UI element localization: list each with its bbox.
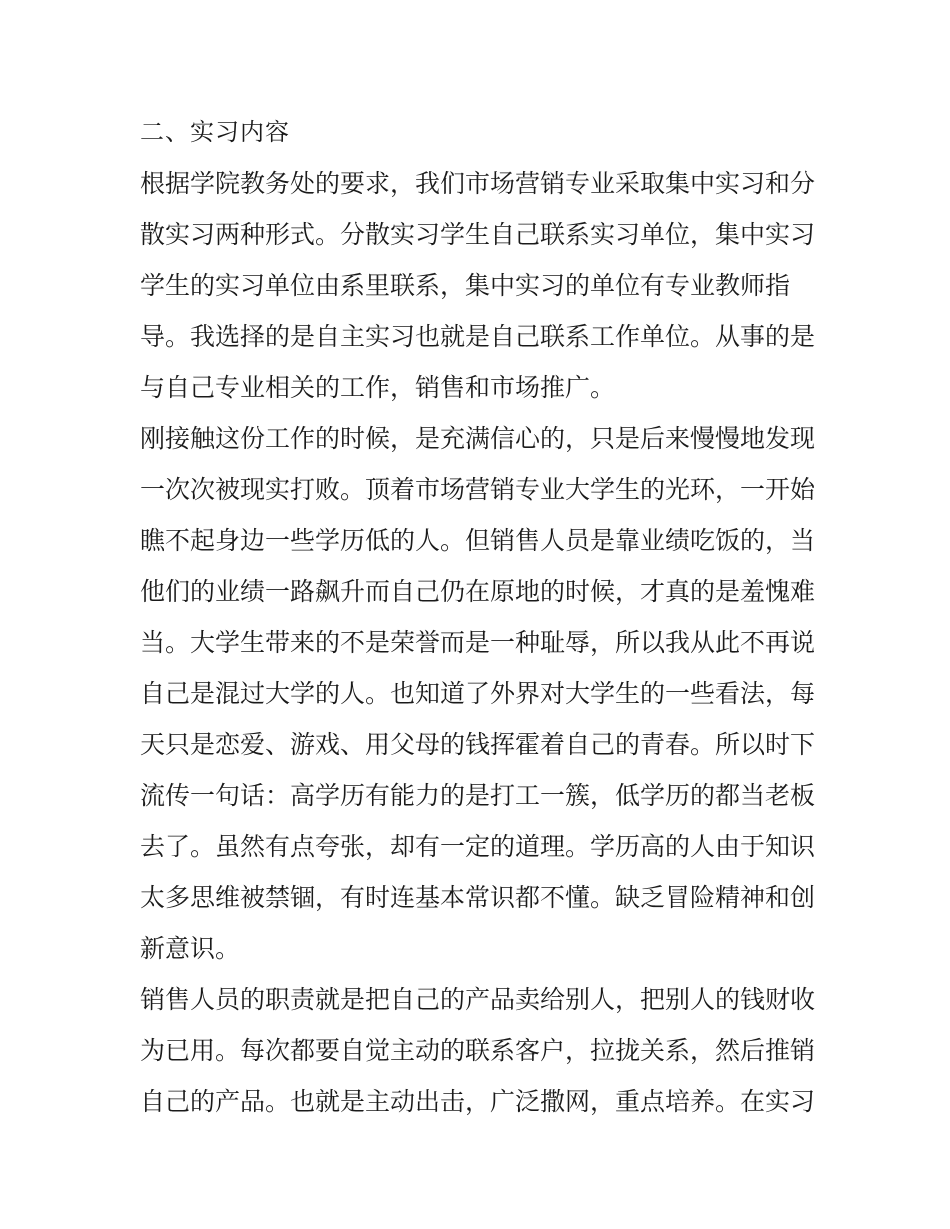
text-line: 学生的实习单位由系里联系，集中实习的单位有专业教师指 — [140, 271, 791, 300]
text-line: 新意识。 — [140, 934, 241, 963]
text-line: 自己的产品。也就是主动出击，广泛撒网，重点培养。在实习 — [140, 1087, 816, 1116]
text-line: 流传一句话：高学历有能力的是打工一簇，低学历的都当老板 — [140, 781, 816, 810]
text-line: 销售人员的职责就是把自己的产品卖给别人，把别人的钱财收 — [140, 985, 816, 1014]
section-heading: 二、实习内容 — [140, 118, 290, 146]
text-line: 自己是混过大学的人。也知道了外界对大学生的一些看法，每 — [140, 679, 816, 708]
text-line: 他们的业绩一路飙升而自己仍在原地的时候，才真的是羞愧难 — [140, 577, 816, 606]
text-line: 一次次被现实打败。顶着市场营销专业大学生的光环，一开始 — [140, 475, 816, 504]
text-line: 去了。虽然有点夸张，却有一定的道理。学历高的人由于知识 — [140, 832, 816, 861]
text-line: 与自己专业相关的工作，销售和市场推广。 — [140, 373, 616, 402]
paragraph-3 — [140, 974, 830, 1127]
text-line: 当。大学生带来的不是荣誉而是一种耻辱，所以我从此不再说 — [140, 628, 816, 657]
paragraph-2 — [140, 413, 830, 974]
text-line: 刚接触这份工作的时候，是充满信心的，只是后来慢慢地发现 — [140, 424, 816, 453]
text-line: 散实习两种形式。分散实习学生自己联系实习单位，集中实习 — [140, 220, 816, 249]
text-line: 太多思维被禁锢，有时连基本常识都不懂。缺乏冒险精神和创 — [140, 883, 816, 912]
document-body — [140, 107, 830, 1127]
text-line: 瞧不起身边一些学历低的人。但销售人员是靠业绩吃饭的，当 — [140, 526, 816, 555]
text-line: 天只是恋爱、游戏、用父母的钱挥霍着自己的青春。所以时下 — [140, 730, 816, 759]
text-line: 根据学院教务处的要求，我们市场营销专业采取集中实习和分 — [140, 169, 816, 198]
text-line: 导。我选择的是自主实习也就是自己联系工作单位。从事的是 — [140, 322, 816, 351]
paragraph-1 — [140, 158, 830, 413]
text-line: 为已用。每次都要自觉主动的联系客户，拉拢关系，然后推销 — [140, 1036, 816, 1065]
